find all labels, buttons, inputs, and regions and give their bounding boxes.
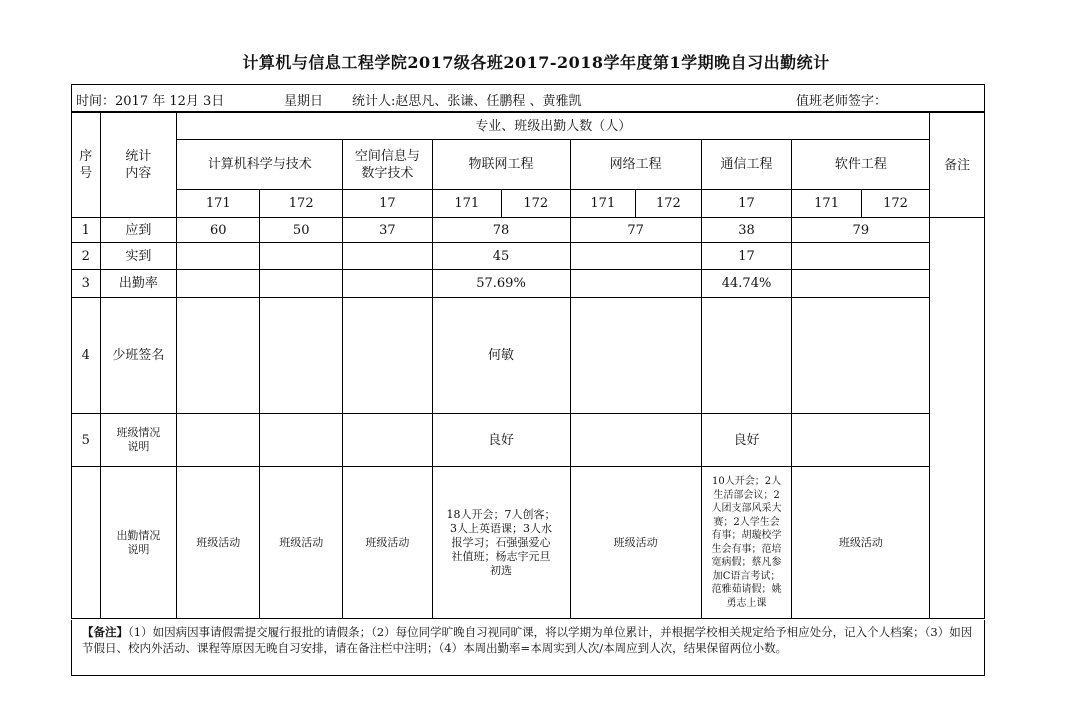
cell-soft	[792, 298, 930, 414]
major-comm: 通信工程	[701, 140, 792, 190]
cell-comm: 良好	[701, 414, 792, 467]
cell-iot: 78	[432, 218, 570, 243]
weekday-field: 星期日	[284, 94, 324, 109]
header-group: 专业、班级出勤人数（人）	[177, 113, 930, 140]
cell-soft: 79	[792, 218, 930, 243]
footer-note	[71, 620, 985, 676]
row-label: 班级情况 说明	[100, 414, 177, 467]
row-number: 2	[72, 243, 101, 270]
remark-cell	[930, 218, 985, 619]
cell-net: 77	[570, 218, 701, 243]
footer-label: 【备注】	[82, 625, 128, 639]
cell-net	[570, 298, 701, 414]
cell-comm: 44.74%	[701, 270, 792, 298]
table-row	[72, 414, 985, 467]
cell-space	[343, 298, 432, 414]
class-label: 172	[502, 190, 571, 218]
cell-net	[570, 270, 701, 298]
row-label: 出勤率	[100, 270, 177, 298]
cell-comm: 38	[701, 218, 792, 243]
cell-space	[343, 270, 432, 298]
cell-cs171	[177, 270, 260, 298]
cell-space: 班级活动	[343, 467, 432, 619]
cell-iot: 何敏	[432, 298, 570, 414]
cell-soft	[792, 270, 930, 298]
row-label: 实到	[100, 243, 177, 270]
major-soft: 软件工程	[792, 140, 930, 190]
cell-comm	[701, 298, 792, 414]
cell-space	[343, 243, 432, 270]
cell-cs171	[177, 414, 260, 467]
cell-soft	[792, 414, 930, 467]
table-row	[72, 467, 985, 619]
cell-cs172	[260, 270, 343, 298]
cell-cs171	[177, 298, 260, 414]
date-field: 时间：2017 年 12月 3日	[76, 94, 225, 109]
class-label: 172	[260, 190, 343, 218]
row-number: 3	[72, 270, 101, 298]
cell-iot: 45	[432, 243, 570, 270]
major-space: 空间信息与 数字技术	[343, 140, 432, 190]
cell-cs171	[177, 243, 260, 270]
row-number: 5	[72, 414, 101, 467]
header-remark: 备注	[930, 113, 985, 218]
cell-space	[343, 414, 432, 467]
cell-comm: 17	[701, 243, 792, 270]
cell-cs171: 60	[177, 218, 260, 243]
page-title: 计算机与信息工程学院2017级各班2017-2018学年度第1学期晚自习出勤统计	[242, 53, 830, 72]
table-row	[72, 243, 985, 270]
table-row	[72, 218, 985, 243]
class-label: 171	[177, 190, 260, 218]
cell-cs171: 班级活动	[177, 467, 260, 619]
class-label: 172	[636, 190, 702, 218]
row-number	[72, 467, 101, 619]
cell-soft: 班级活动	[792, 467, 930, 619]
attendance-sheet	[71, 84, 985, 676]
row-label: 应到	[100, 218, 177, 243]
table-row	[72, 270, 985, 298]
cell-cs172: 50	[260, 218, 343, 243]
cell-net	[570, 414, 701, 467]
cell-cs172	[260, 298, 343, 414]
cell-cs172	[260, 243, 343, 270]
class-label: 17	[343, 190, 432, 218]
row-number: 1	[72, 218, 101, 243]
header-seq: 序号	[72, 113, 101, 218]
cell-iot: 18人开会；7人创客； 3人上英语课；3人水 报学习；石强强爱心 社值班；杨志宇元旦 初选	[432, 467, 570, 619]
attendance-table	[71, 112, 985, 619]
class-label: 172	[861, 190, 930, 218]
cell-iot: 57.69%	[432, 270, 570, 298]
major-cs: 计算机科学与技术	[177, 140, 343, 190]
recorders-field: 统计人:赵思凡、张谦、任鹏程 、黄雅凯	[352, 94, 582, 109]
class-label: 17	[701, 190, 792, 218]
cell-comm: 10人开会；2人 生活部会议；2 人团支部风采大 赛；2人学生会 有事；胡璇校学 生会有事；范培 宽病假；蔡凡参 加C语言考试； 范雅茹请假；姚 勇志上课	[701, 467, 792, 619]
cell-net: 班级活动	[570, 467, 701, 619]
class-label: 171	[792, 190, 861, 218]
row-label: 出勤情况 说明	[100, 467, 177, 619]
class-label: 171	[432, 190, 501, 218]
class-label: 171	[570, 190, 636, 218]
row-number: 4	[72, 298, 101, 414]
major-net: 网络工程	[570, 140, 701, 190]
info-bar	[71, 84, 985, 112]
cell-iot: 良好	[432, 414, 570, 467]
cell-cs172	[260, 414, 343, 467]
cell-soft	[792, 243, 930, 270]
teacher-sign-field: 值班老师签字：	[796, 94, 888, 109]
table-row	[72, 298, 985, 414]
cell-net	[570, 243, 701, 270]
footer-text: （1）如因病因事请假需提交履行报批的请假条；（2）每位同学旷晚自习视同旷课，将以学期为单位累计，并根据学校相关规定给予相应处分，记入个人档案；（3）如因节假日、校内外活动、课程等原因无晚自习安排，请在备注栏中注明；（4）本周出勤率=本周实到人次/本周应到人次，结果保留两位小数。	[82, 625, 973, 655]
cell-cs172: 班级活动	[260, 467, 343, 619]
cell-space: 37	[343, 218, 432, 243]
major-iot: 物联网工程	[432, 140, 570, 190]
header-content: 统计 内容	[100, 113, 177, 218]
row-label: 少班签名	[100, 298, 177, 414]
